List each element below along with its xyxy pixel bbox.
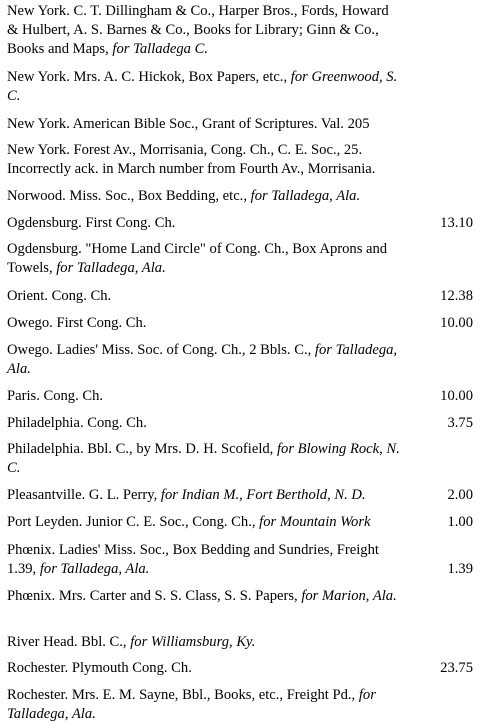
entry-text: River Head. Bbl. C., for Williamsburg, Ky. <box>7 634 256 650</box>
list-item <box>7 2 473 59</box>
list-item <box>7 686 473 724</box>
entry-text: Rochester. Plymouth Cong. Ch. <box>7 660 192 676</box>
list-item <box>7 141 473 179</box>
entry-amount: 10.00 <box>440 315 473 331</box>
entry-text: Pleasantville. G. L. Perry, for Indian M., Fort Berthold, N. D. <box>7 487 366 503</box>
list-item <box>7 633 473 652</box>
entry-amount: 12.38 <box>440 288 473 304</box>
entry-text: Phœnix. Mrs. Carter and S. S. Class, S. S. Papers, for Marion, Ala. <box>7 588 397 604</box>
entry-amount: 3.75 <box>447 415 473 431</box>
entry-text: New York. C. T. Dillingham & Co., Harper Bros., Fords, Howard & Hulbert, A. S. Barnes & Co., Books for Library; Ginn & Co., Books and Maps, for Talladega C. <box>7 3 389 57</box>
entry-text: Orient. Cong. Ch. <box>7 288 112 304</box>
list-item <box>7 341 473 379</box>
entry-text: New York. Forest Av., Morrisania, Cong. Ch., C. E. Soc., 25. Incorrectly ack. in March number from Fourth Av., Morrisania. <box>7 142 376 177</box>
list-item <box>7 387 473 406</box>
list-item <box>7 214 473 233</box>
entry-text: Rochester. Mrs. E. M. Sayne, Bbl., Books, etc., Freight Pd., for Talladega, Ala. <box>7 687 376 722</box>
entry-text: Philadelphia. Bbl. C., by Mrs. D. H. Scofield, for Blowing Rock, N. C. <box>7 441 400 476</box>
entry-text: Phœnix. Ladies' Miss. Soc., Box Bedding and Sundries, Freight 1.39, for Talladega, Ala. <box>7 542 379 577</box>
entry-text: Owego. Ladies' Miss. Soc. of Cong. Ch., 2 Bbls. C., for Talladega, Ala. <box>7 342 398 377</box>
list-item <box>7 187 473 206</box>
list-item <box>7 541 473 579</box>
entry-text: New York. American Bible Soc., Grant of Scriptures. Val. 205 <box>7 116 370 132</box>
entry-text: Owego. First Cong. Ch. <box>7 315 147 331</box>
entry-text: Philadelphia. Cong. Ch. <box>7 415 147 431</box>
list-item <box>7 240 473 278</box>
list-item <box>7 587 473 606</box>
list-item <box>7 314 473 333</box>
entry-amount: 1.00 <box>447 514 473 530</box>
list-item <box>7 659 473 678</box>
entry-amount: 1.39 <box>447 561 473 577</box>
entry-text: Norwood. Miss. Soc., Box Bedding, etc., for Talladega, Ala. <box>7 188 361 204</box>
entry-text: Paris. Cong. Ch. <box>7 388 104 404</box>
entry-amount: 2.00 <box>447 487 473 503</box>
entry-text: Ogdensburg. First Cong. Ch. <box>7 215 176 231</box>
list-item <box>7 486 473 505</box>
list-item <box>7 440 473 478</box>
entry-text: New York. Mrs. A. C. Hickok, Box Papers, etc., for Greenwood, S. C. <box>7 69 398 104</box>
entry-amount: 23.75 <box>440 660 473 676</box>
list-item <box>7 68 473 106</box>
entry-text: Port Leyden. Junior C. E. Soc., Cong. Ch., for Mountain Work <box>7 514 371 530</box>
entry-amount: 10.00 <box>440 388 473 404</box>
list-item <box>7 513 473 532</box>
list-item <box>7 414 473 433</box>
entry-amount: 13.10 <box>440 215 473 231</box>
entry-text: Ogdensburg. "Home Land Circle" of Cong. Ch., Box Aprons and Towels, for Talladega, Ala. <box>7 241 388 276</box>
list-item <box>7 287 473 306</box>
list-item <box>7 115 473 134</box>
